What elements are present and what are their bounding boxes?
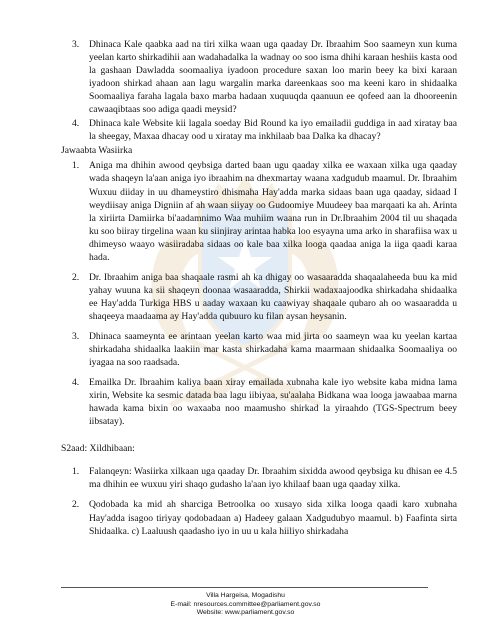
list-number: 3. (72, 330, 80, 342)
list-text: Dr. Ibraahim aniga baa shaqaale rasmi ah ka dhigay oo wasaaradda shaqaalaheeda buu ka mid yahay wuuna ka sii shaqeyn doonaa wasaaradda, Shirkii wadaxaajoodka shirkadaha shidaalka ee Hay'adda Turkiga HBS u aaday waxaan ku caawiyay shaqaale qubaro ah oo wasaaradda u shaqeeya maadaama ay Hay'adda qubuuro ku filan aysan heysanin. (89, 271, 457, 322)
list-item (72, 117, 457, 143)
list-number: 1. (72, 160, 80, 172)
list-text: Emailka Dr. Ibraahim kaliya baan xiray emailada xubnaha kale iyo website kaba midna lama xirin, Website ka sesmic datada baa lagu iibiyaa, su'aalaha Bidkana waa looga jawaabaa marna hawada kama bixin oo waxaaba noo maamusho shirkad la yiraahdo (TGS-Spectrum beey iibsatay). (89, 377, 457, 428)
footer-website: Website: www.parliament.gov.so (196, 609, 295, 617)
page-footer (0, 592, 491, 618)
document-body (0, 38, 491, 545)
list-item (72, 159, 457, 263)
list-number: 4. (72, 118, 80, 130)
list-item (72, 376, 457, 428)
list-number: 3. (72, 39, 80, 50)
list-text: Falanqeyn: Wasiirka xilkaan uga qaaday Dr. Ibraahim sixidda awood qeybsiga ku dhisan ee 4.5 ma dhihin ee wuxuu yiri shaqo gudasho la'aan iyo khilaaf baan uga qaaday xilka. (89, 466, 457, 491)
footer-divider (61, 587, 428, 588)
list-text: Dhinaca saameynta ee arintaan yeelan karto waa mid jirta oo saameyn waa ku yeelan kartaa shirkadaha shidaalka laakiin mar kasta shirkadaha kama maarmaan shidaalka Soomaaliya oo iyagaa na soo raadsada. (89, 330, 457, 369)
list-item (72, 330, 457, 369)
footer-email: E-mail: nresources.committee@parliament.gov.so (170, 600, 321, 608)
list-text: Dhinaca Kale qaabka aad na tiri xilka waan uga qaaday Dr. Ibraahim Soo saameyn xun kuma yeelan karto shirkadihii aan wadahadalka la wadnay oo soo isma dhihi karaan heshiis kasta ood la gashaan Dawladda soomaaliya iyadoon procedure saxan loo marin beey ka bixi karaan iyadoon shirkad ahaan aan lagu wargalin marka dareenkaas soo ma keeni karo in shidaalka Soomaaliya faraha lagala baxo marba hadaan xuquuqda qaanuun ee qofeed aan la dhooreenin cawaaqibtaas soo adiga qaadi meysid? (89, 39, 457, 116)
list-item (72, 38, 457, 116)
list-item (72, 271, 457, 323)
section-heading-s2: S2aad: Xildhibaan: (61, 443, 135, 455)
list-text: Aniga ma dhihin awood qeybsiga darted baan ugu qaaday xilka ee waxaan xilka uga qaaday wada shaqeyn la'aan aniga iyo ibraahim na dhexmartay waana xadgudub maamul. Dr. Ibraahim Wuxuu diiday in uu dhameystiro dhismaha Hay'adda marka sidaas baan uga qaaday, sidaad I weydiisay aniga Digniin af ah waan siiyay oo Gudoomiye Muudeey baa marqaati ka ah. Arinta la xiriirta Damiirka bi'aadamnimo Waa muhiim waana run in Dr.Ibraahim 2004 til uu shaqada ku soo biiray tirgelina waan ku siinjiray arintaa habka loo esyayna uma arko in sharafiisa wax u dhimeyso waayo wasiiradaba sidaas oo kale baa xilka looga qaadaa aniga la iiga qaadi karaa hada. (89, 160, 457, 263)
list-number: 2. (72, 499, 80, 511)
section-heading-jawaabta: Jawaabta Wasiirka (61, 145, 133, 157)
footer-address: Villa Hargeisa, Mogadishu (206, 592, 285, 599)
list-text: Qodobada ka mid ah sharciga Betroolka oo xusayo sida xilka looga qaadi karo xubnaha Hay'adda isagoo tiriyay qodobadaan a) Hadeey galaan Xadgudubyo maamul. b) Faafinta sirta Shidaalka. c) Laaluush qaadasho iyo in uu u kala hiiliyo shirkadaha (89, 499, 457, 537)
list-number: 2. (72, 271, 80, 283)
list-item (72, 465, 457, 491)
list-number: 4. (72, 377, 80, 389)
list-number: 1. (72, 466, 80, 478)
list-item (72, 498, 457, 537)
list-text: Dhinaca kale Website kii lagala soeday Bid Round ka iyo emailadii guddiga in aad xiratay baa la sheegay, Maxaa dhacay ood u xiratay ma inkhilaab baa Dalka ka dhacay? (89, 118, 457, 143)
